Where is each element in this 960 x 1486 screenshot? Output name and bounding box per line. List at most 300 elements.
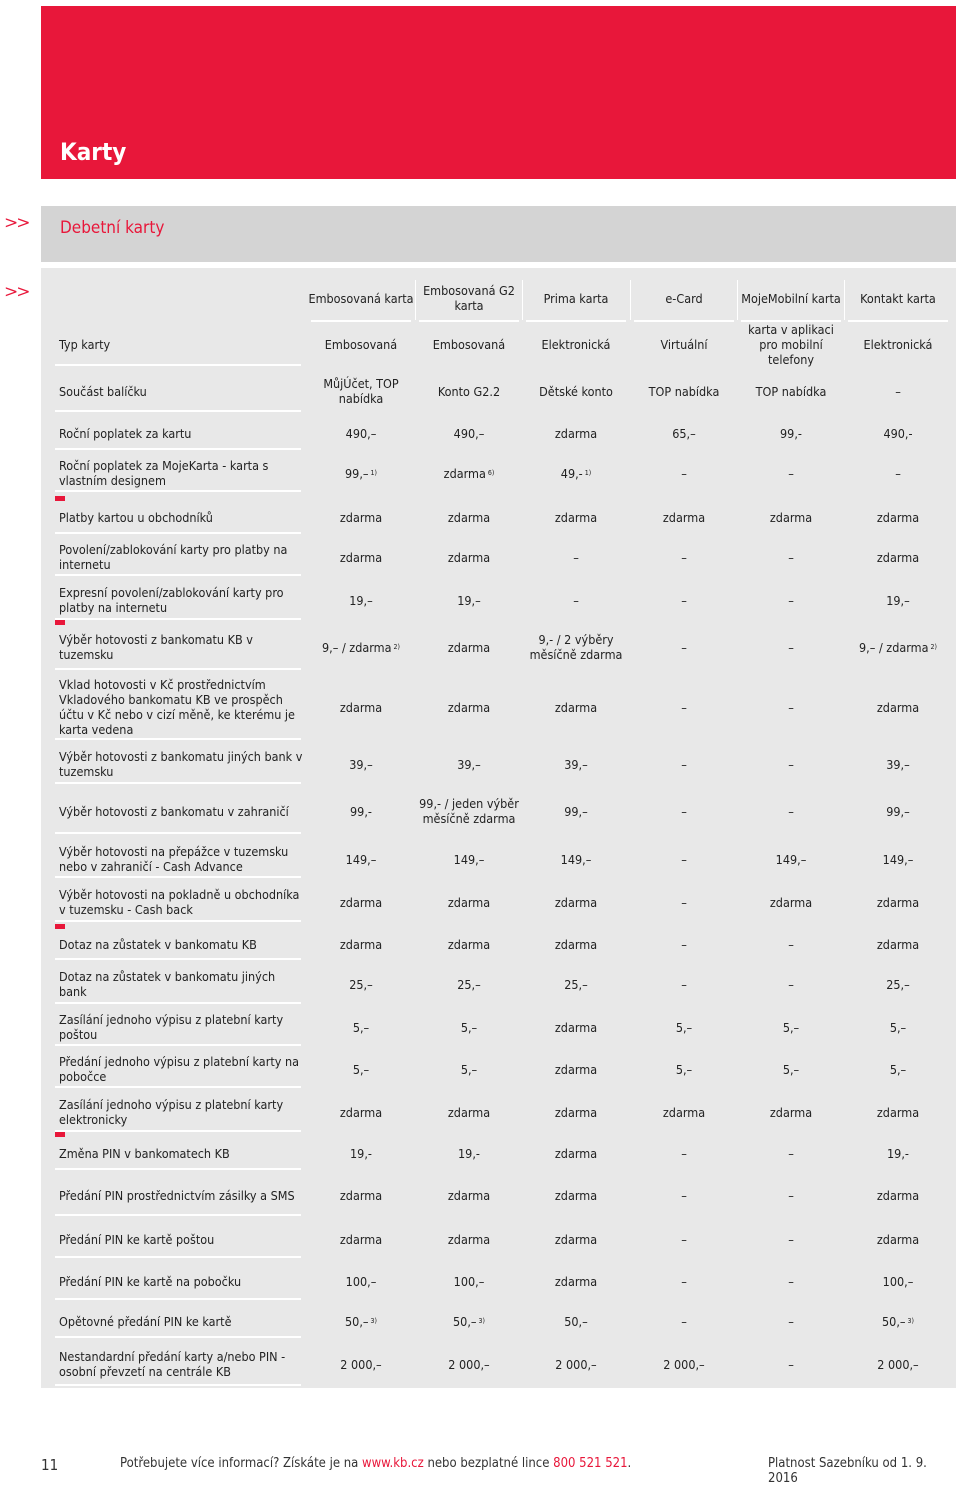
row-label: Předání jednoho výpisu z platební karty na pobočce <box>59 1054 299 1084</box>
fee-cell <box>311 1050 411 1088</box>
row-divider <box>55 1002 301 1004</box>
fee-value: – <box>788 465 794 481</box>
fee-value: – <box>788 639 794 655</box>
fee-value: – <box>788 1356 794 1372</box>
fee-cell <box>634 1220 734 1258</box>
fee-value: 99,- <box>780 425 802 441</box>
fee-value: zdarma <box>339 1187 383 1203</box>
fee-value: zdarma <box>447 639 491 655</box>
fee-cell <box>848 1304 948 1338</box>
fee-cell <box>526 882 626 922</box>
fee-cell <box>419 928 519 960</box>
fee-value: zdarma <box>447 509 491 525</box>
fee-value: – <box>681 1145 687 1161</box>
fee-cell <box>419 1092 519 1132</box>
group-marker <box>55 620 65 625</box>
page-number: 11 <box>41 1456 59 1474</box>
fee-value: zdarma <box>876 509 920 525</box>
fee-cell <box>526 840 626 878</box>
fee-value: 19,– <box>349 592 373 608</box>
fee-cell <box>848 1050 948 1088</box>
row-label: Dotaz na zůstatek v bankomatu jiných bank <box>59 969 276 999</box>
column-separator <box>522 280 523 320</box>
fee-cell <box>634 1304 734 1338</box>
fee-value: zdarma <box>554 509 598 525</box>
fee-value: 5,– <box>782 1019 800 1035</box>
fee-cell <box>741 538 841 576</box>
fee-cell <box>311 416 411 450</box>
fee-value: 49,- <box>560 465 583 481</box>
row-divider <box>55 1086 301 1088</box>
fee-value: 19,– <box>457 592 481 608</box>
row-divider <box>55 668 301 670</box>
fee-value: – <box>788 1273 794 1289</box>
fee-value: Konto G2.2 <box>437 383 501 399</box>
row-label: Výběr hotovosti z bankomatu KB v tuzemsku <box>59 632 253 662</box>
fee-value: zdarma <box>876 549 920 565</box>
fee-cell <box>741 744 841 784</box>
fee-value: zdarma <box>876 699 920 715</box>
fee-cell <box>741 928 841 960</box>
fee-cell <box>741 454 841 492</box>
fee-cell <box>848 500 948 534</box>
fee-cell <box>311 882 411 922</box>
column-header: Prima karta <box>543 290 609 306</box>
fee-value: 99,- <box>350 803 372 819</box>
fee-value: zdarma <box>339 1104 383 1120</box>
row-label: Nestandardní předání karty a/nebo PIN - osobní převzetí na centrále KB <box>59 1349 286 1379</box>
fee-cell <box>741 1220 841 1258</box>
fee-cell <box>848 1342 948 1386</box>
fee-value: 490,- <box>883 425 913 441</box>
row-divider <box>55 1336 301 1338</box>
fee-value: 2 000,– <box>555 1356 597 1372</box>
fee-value: 50,– <box>564 1313 588 1329</box>
fee-cell <box>311 1342 411 1386</box>
fee-cell <box>311 1136 411 1170</box>
fee-value: zdarma <box>339 699 383 715</box>
footnote-ref: 1) <box>370 468 377 477</box>
fee-cell <box>526 964 626 1004</box>
fee-cell <box>848 1008 948 1046</box>
row-divider <box>55 920 301 922</box>
fee-cell <box>419 674 519 740</box>
fee-value: – <box>573 592 579 608</box>
row-divider <box>55 782 301 784</box>
fee-cell <box>634 840 734 878</box>
footnote-ref: 6) <box>487 468 495 477</box>
fee-cell <box>419 370 519 412</box>
row-label: Zasílání jednoho výpisu z platební karty poštou <box>59 1012 284 1042</box>
fee-cell <box>741 964 841 1004</box>
fee-value: zdarma <box>554 936 598 952</box>
fee-value: zdarma <box>339 936 383 952</box>
fee-cell <box>526 1092 626 1132</box>
row-label: Opětovné předání PIN ke kartě <box>59 1313 232 1329</box>
fee-cell <box>311 674 411 740</box>
fee-cell <box>634 928 734 960</box>
fee-value: 19,- <box>350 1145 372 1161</box>
fee-value: zdarma <box>554 1104 598 1120</box>
fee-cell <box>848 1220 948 1258</box>
fee-value: 39,– <box>349 756 373 772</box>
fee-value: – <box>788 1313 794 1329</box>
fee-cell <box>848 580 948 620</box>
fee-cell <box>741 370 841 412</box>
fee-cell <box>741 1262 841 1300</box>
fee-value: zdarma <box>554 1061 598 1077</box>
fee-cell <box>741 674 841 740</box>
fee-cell <box>741 416 841 450</box>
fee-value: 5,– <box>460 1061 478 1077</box>
fee-value: zdarma <box>769 509 813 525</box>
fee-cell <box>634 1262 734 1300</box>
fee-value: zdarma <box>554 1231 598 1247</box>
fee-value: 5,– <box>352 1061 370 1077</box>
row-label: Součást balíčku <box>59 383 147 399</box>
fee-value: 19,- <box>887 1145 909 1161</box>
fee-value: – <box>681 976 687 992</box>
fee-value: – <box>788 699 794 715</box>
fee-cell <box>311 1092 411 1132</box>
group-marker <box>55 924 65 929</box>
fee-cell <box>848 370 948 412</box>
fee-value: 149,– <box>453 851 485 867</box>
fee-value: – <box>681 1273 687 1289</box>
row-label: Roční poplatek za MojeKarta - karta s vlastním designem <box>59 458 269 488</box>
fee-value: zdarma <box>554 1019 598 1035</box>
fee-value: – <box>788 549 794 565</box>
fee-value: – <box>681 851 687 867</box>
fee-cell <box>741 788 841 834</box>
fee-cell <box>848 674 948 740</box>
fee-cell <box>634 322 734 366</box>
fee-cell <box>848 964 948 1004</box>
phone-number: 800 521 521 <box>553 1456 628 1471</box>
fee-value: 5,– <box>675 1061 693 1077</box>
footer-info: Potřebujete více informací? Získáte je na www.kb.cz nebo bezplatné lince 800 521 521. <box>120 1456 632 1471</box>
row-divider <box>55 1214 301 1216</box>
fee-value: – <box>788 936 794 952</box>
fee-value: – <box>788 976 794 992</box>
fee-value: 19,- <box>458 1145 480 1161</box>
fee-cell <box>526 1174 626 1216</box>
fee-cell <box>311 538 411 576</box>
fee-value: – <box>788 592 794 608</box>
row-divider <box>55 364 301 366</box>
fee-cell <box>741 624 841 670</box>
fee-value: TOP nabídka <box>648 383 720 399</box>
fee-value: 5,– <box>352 1019 370 1035</box>
row-divider <box>55 1384 301 1386</box>
fee-value: – <box>788 1145 794 1161</box>
row-label: Expresní povolení/zablokování karty pro platby na internetu <box>59 585 284 615</box>
fee-value: 2 000,– <box>663 1356 705 1372</box>
fee-value: zdarma <box>769 894 813 910</box>
fee-cell <box>419 500 519 534</box>
fee-cell <box>419 454 519 492</box>
fee-value: – <box>681 936 687 952</box>
fee-value: – <box>681 803 687 819</box>
fee-value: Dětské konto <box>539 383 613 399</box>
fee-cell <box>526 370 626 412</box>
row-divider <box>55 532 301 534</box>
row-divider <box>55 958 301 960</box>
fee-cell <box>848 416 948 450</box>
fee-value: zdarma <box>447 894 491 910</box>
fee-cell <box>634 1174 734 1216</box>
fee-cell <box>741 1092 841 1132</box>
fee-cell <box>848 928 948 960</box>
fee-cell <box>848 788 948 834</box>
fee-value: 25,– <box>886 976 910 992</box>
fee-cell <box>526 1262 626 1300</box>
column-separator <box>844 280 845 320</box>
fee-cell <box>634 580 734 620</box>
fee-value: – <box>681 699 687 715</box>
fee-cell <box>526 1050 626 1088</box>
fee-value: 5,– <box>675 1019 693 1035</box>
fee-cell <box>419 416 519 450</box>
fee-cell <box>526 322 626 366</box>
fee-value: – <box>895 383 901 399</box>
row-divider <box>55 1130 301 1132</box>
fee-value: 9,– / zdarma <box>322 639 392 655</box>
row-label: Změna PIN v bankomatech KB <box>59 1145 230 1161</box>
fee-cell <box>419 1050 519 1088</box>
fee-value: 50,– <box>345 1313 369 1329</box>
fee-value: zdarma <box>554 1145 598 1161</box>
fee-cell <box>526 1342 626 1386</box>
fee-cell <box>634 416 734 450</box>
fee-value: zdarma <box>339 509 383 525</box>
fee-cell <box>634 964 734 1004</box>
fee-value: zdarma <box>876 1104 920 1120</box>
fee-value: Elektronická <box>541 336 611 352</box>
fee-cell <box>311 1008 411 1046</box>
fee-value: zdarma <box>447 699 491 715</box>
column-header: e-Card <box>665 290 703 306</box>
row-label: Výběr hotovosti na přepážce v tuzemsku nebo v zahraničí - Cash Advance <box>59 844 289 874</box>
fee-value: 5,– <box>889 1061 907 1077</box>
fee-cell <box>311 928 411 960</box>
fee-cell <box>634 454 734 492</box>
fee-value: – <box>681 1231 687 1247</box>
column-header: MojeMobilní karta <box>741 290 841 306</box>
column-header: Kontakt karta <box>860 290 936 306</box>
fee-value: 100,– <box>453 1273 485 1289</box>
fee-cell <box>634 1008 734 1046</box>
fee-cell <box>311 788 411 834</box>
fee-cell <box>526 744 626 784</box>
fee-value: zdarma <box>339 894 383 910</box>
fee-value: 99,– <box>564 803 588 819</box>
row-label: Zasílání jednoho výpisu z platební karty elektronicky <box>59 1097 284 1127</box>
fee-cell <box>848 1174 948 1216</box>
fee-value: zdarma <box>876 1231 920 1247</box>
row-divider <box>55 490 301 492</box>
fee-value: Elektronická <box>863 336 933 352</box>
fee-value: zdarma <box>443 465 486 481</box>
fee-cell <box>848 454 948 492</box>
fee-value: – <box>681 639 687 655</box>
fee-cell <box>848 882 948 922</box>
fee-value: 99,– <box>886 803 910 819</box>
fee-cell <box>311 744 411 784</box>
chevron-marker: >> <box>4 282 29 302</box>
group-marker <box>55 496 65 501</box>
row-label: Výběr hotovosti z bankomatu jiných bank v tuzemsku <box>59 749 303 779</box>
website-link[interactable]: www.kb.cz <box>362 1456 424 1471</box>
column-header: Embosovaná karta <box>308 290 414 306</box>
row-divider <box>55 410 301 412</box>
fee-cell <box>634 882 734 922</box>
fee-cell <box>526 500 626 534</box>
fee-value: 149,– <box>882 851 914 867</box>
fee-cell <box>419 882 519 922</box>
fee-value: – <box>681 592 687 608</box>
fee-value: – <box>788 1187 794 1203</box>
row-label: Dotaz na zůstatek v bankomatu KB <box>59 936 257 952</box>
fee-cell <box>634 1050 734 1088</box>
fee-value: zdarma <box>447 549 491 565</box>
fee-cell <box>526 580 626 620</box>
row-label: Typ karty <box>59 336 111 352</box>
fee-value: – <box>681 1187 687 1203</box>
row-label: Platby kartou u obchodníků <box>59 509 213 525</box>
fee-cell <box>526 788 626 834</box>
fee-cell <box>419 1174 519 1216</box>
fee-value: zdarma <box>662 1104 706 1120</box>
fee-cell <box>311 1262 411 1300</box>
section-header <box>41 206 956 262</box>
row-label: Předání PIN ke kartě poštou <box>59 1231 215 1247</box>
fee-value: 490,– <box>453 425 485 441</box>
fee-cell <box>848 538 948 576</box>
row-divider <box>55 1168 301 1170</box>
section-title: Debetní karty <box>60 218 165 238</box>
column-separator <box>415 280 416 320</box>
row-label: Předání PIN ke kartě na pobočku <box>59 1273 242 1289</box>
fee-cell <box>741 1136 841 1170</box>
fee-value: – <box>681 465 687 481</box>
chevron-marker: >> <box>4 213 29 233</box>
fee-value: 39,– <box>564 756 588 772</box>
fee-value: 5,– <box>889 1019 907 1035</box>
row-divider <box>55 1298 301 1300</box>
fee-value: 99,– <box>345 465 369 481</box>
fee-value: TOP nabídka <box>755 383 827 399</box>
fee-cell <box>526 624 626 670</box>
fee-cell <box>741 1050 841 1088</box>
column-header: Embosovaná G2 karta <box>423 283 515 313</box>
fee-value: MůjÚčet, TOP nabídka <box>323 376 399 406</box>
fee-cell <box>419 1304 519 1338</box>
fee-cell <box>526 1220 626 1258</box>
fee-cell <box>741 580 841 620</box>
row-divider <box>55 618 301 620</box>
fee-value: – <box>573 549 579 565</box>
fee-value: – <box>681 1313 687 1329</box>
fee-cell <box>311 964 411 1004</box>
fee-cell <box>526 416 626 450</box>
fee-cell <box>526 538 626 576</box>
fee-cell <box>848 624 948 670</box>
fee-cell <box>741 1304 841 1338</box>
row-divider <box>55 574 301 576</box>
fee-cell <box>634 1342 734 1386</box>
fee-cell <box>419 744 519 784</box>
fee-value: – <box>681 894 687 910</box>
footnote-ref: 3) <box>370 1316 377 1325</box>
fee-cell <box>419 964 519 1004</box>
fee-cell <box>419 1220 519 1258</box>
fee-cell <box>634 1136 734 1170</box>
fee-cell <box>634 500 734 534</box>
fee-cell <box>526 1136 626 1170</box>
fee-cell <box>526 1304 626 1338</box>
row-label: Povolení/zablokování karty pro platby na internetu <box>59 542 288 572</box>
fee-cell <box>848 1092 948 1132</box>
fee-cell <box>311 322 411 366</box>
fee-value: 490,– <box>345 425 377 441</box>
fee-cell <box>848 840 948 878</box>
row-divider <box>55 1044 301 1046</box>
fee-value: zdarma <box>554 894 598 910</box>
fee-cell <box>419 538 519 576</box>
fee-value: Embosovaná <box>432 336 506 352</box>
fee-value: 25,– <box>457 976 481 992</box>
fee-value: 149,– <box>775 851 807 867</box>
footnote-ref: 1) <box>584 468 592 477</box>
fee-cell <box>419 322 519 366</box>
fee-value: – <box>788 803 794 819</box>
fee-value: 39,– <box>886 756 910 772</box>
footnote-ref: 3) <box>907 1316 914 1325</box>
fee-value: zdarma <box>554 1273 598 1289</box>
fee-value: zdarma <box>662 509 706 525</box>
fee-cell <box>848 322 948 366</box>
fee-value: zdarma <box>554 699 598 715</box>
fee-cell <box>634 370 734 412</box>
fee-cell <box>526 928 626 960</box>
fee-value: 19,– <box>886 592 910 608</box>
fee-cell <box>419 624 519 670</box>
fee-value: 5,– <box>782 1061 800 1077</box>
fee-value: 39,– <box>457 756 481 772</box>
fee-value: – <box>788 1231 794 1247</box>
fee-cell <box>311 1174 411 1216</box>
fee-value: zdarma <box>447 1231 491 1247</box>
fee-value: – <box>895 465 901 481</box>
fee-value: zdarma <box>447 1104 491 1120</box>
fee-cell <box>419 1136 519 1170</box>
banner <box>41 6 956 179</box>
fee-cell <box>311 454 411 492</box>
fee-cell <box>311 1220 411 1258</box>
fee-cell <box>311 370 411 412</box>
fee-cell <box>634 674 734 740</box>
fee-cell <box>634 744 734 784</box>
footnote-ref: 2) <box>393 642 400 651</box>
row-label: Roční poplatek za kartu <box>59 425 192 441</box>
fee-value: 2 000,– <box>340 1356 382 1372</box>
row-divider <box>55 738 301 740</box>
fee-value: 50,– <box>882 1313 906 1329</box>
fee-value: zdarma <box>769 1104 813 1120</box>
fee-value: zdarma <box>339 549 383 565</box>
fee-value: 149,– <box>345 851 377 867</box>
